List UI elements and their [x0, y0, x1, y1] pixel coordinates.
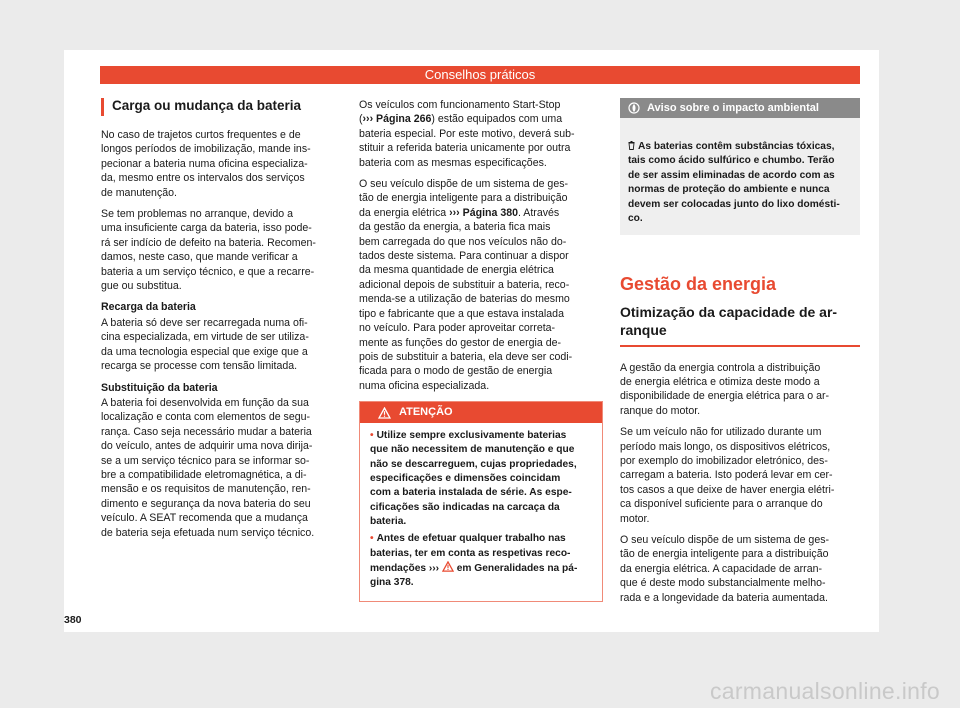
text: em Generalidades na pá- gina 378.: [370, 562, 578, 589]
warning-item: [370, 532, 592, 590]
section-title-energy: Gestão da energia: [620, 273, 777, 294]
warning-header: [360, 402, 602, 423]
paragraph-start-stop: [359, 98, 603, 170]
page-link-266[interactable]: ››› Página 266: [362, 113, 432, 126]
paragraph: Se um veículo não for utilizado durante um período mais longo, os dispositivos elétricos, por exemplo do imobilizador eletrónico, des- carregam a bateria. Isto poderá levar em cer- tos casos a que deixe de haver energia elétri- ca disponível suficiente para o arranque do motor.: [620, 426, 835, 525]
column-middle: [359, 98, 603, 602]
recycle-bin-icon: [628, 141, 635, 150]
paragraph: No caso de trajetos curtos frequentes e de longos períodos de imobilização, mande ins- pecionar a bateria numa oficina especializa- da, mesmo entre os intervalos dos serviços de manutenção.: [101, 129, 311, 199]
text: Utilize sempre exclusivamente baterias que não necessitem de manutenção e que não se descarreguem, cujas propriedades, especificações e dimensões coincidam com a bateria instalada de série. As espe- cificações são indicadas na carcaça da bateria.: [370, 430, 577, 527]
environment-title: Aviso sobre o impacto ambiental: [647, 102, 819, 114]
environment-body: [620, 118, 860, 227]
subheading-replacement: Substituição da bateria: [101, 381, 218, 394]
warning-triangle-icon: [378, 407, 391, 419]
section-title-battery: Carga ou mudança da bateria: [101, 98, 347, 116]
text: Os veículos com funcionamento Start-Stop (: [359, 99, 561, 126]
warning-item: [370, 429, 592, 529]
text: Antes de efetuar qualquer trabalho nas baterias, ter em conta as respetivas reco- mendações ›››: [370, 533, 571, 574]
text: As baterias contêm substâncias tóxicas, tais como ácido sulfúrico e chumbo. Terão de ser assim eliminadas de acordo com as normas de proteção do ambiente e nunca devem ser colocadas junto do lixo domésti- co.: [628, 140, 840, 224]
text: . Através da gestão da energia, a bateria fica mais bem carregada do que nos veículos não do- tados deste sistema. Para continuar a dispor da mesma quantidade de energia elétrica adicional depois de substituir a bateria, reco- menda-se a utilização de baterias do mesmo tipo e fabricante que a que estava instalada no veículo. Para poder aproveitar correta- mente as funções do gestor de energia de- pois de substituir a bateria, ela deve ser codi- ficada para o modo de gestão de energia numa oficina especializada.: [359, 206, 573, 392]
page-link-380[interactable]: ››› Página 380: [449, 206, 518, 219]
paragraph: A bateria só deve ser recarregada numa ofi- cina especializada, em virtude de ser utiliza- da uma tecnologia especial que exige que a recarga se processe com tensão limitada.: [101, 316, 309, 373]
column-left: [101, 98, 347, 547]
warning-title: ATENÇÃO: [399, 406, 453, 419]
text: O seu veículo dispõe de um sistema de ges- tão de energia inteligente para a distribuição da energia elétrica: [359, 178, 569, 219]
paragraph-energy-management: [359, 177, 603, 393]
watermark: carmanualsonline.info: [709, 678, 940, 704]
text: ) estão equipados com uma bateria especial. Por este motivo, deverá sub- stituir a referida bateria unicamente por outra bateria com as mesmas especificações.: [359, 113, 575, 169]
environment-notice: [620, 98, 860, 235]
warning-triangle-icon[interactable]: [442, 561, 454, 572]
environment-icon: [628, 102, 640, 114]
subheading-recharge: Recarga da bateria: [101, 301, 196, 314]
bullet-icon: •: [370, 533, 374, 545]
chapter-header: [100, 66, 860, 84]
warning-body: [360, 423, 602, 601]
environment-header: [620, 98, 860, 118]
paragraph: O seu veículo dispõe de um sistema de ges- tão de energia inteligente para a distribuição da energia elétrica. A capacidade de arran- que é deste modo substancialmente melho- rada e a longevidade da bateria aumentada.: [620, 533, 830, 604]
page-number: 380: [64, 614, 82, 626]
bullet-icon: •: [370, 430, 374, 442]
chapter-title: Conselhos práticos: [424, 67, 536, 82]
subsection-title-optimization: Otimização da capacidade de ar- ranque: [620, 303, 860, 347]
paragraph: A bateria foi desenvolvida em função da sua localização e conta com elementos de segu- rança. Caso seja necessário mudar a bateria do veículo, antes de adquirir uma nova dirija- se a um serviço técnico para se informar so- bre a compatibilidade eletromagnética, a di- mensão e os requisitos de manutenção, ren- dimento e segurança da nova bateria do seu veículo. A SEAT recomenda que a mudança de bateria seja efetuada num serviço técnico.: [101, 396, 315, 539]
paragraph: Se tem problemas no arranque, devido a uma insuficiente carga da bateria, isso pode- rá ser indício de defeito na bateria. Recomen- damos, neste caso, que mande verificar a bateria a um serviço técnico, e que a recarre- gue ou substitua.: [101, 208, 316, 293]
paragraph: A gestão da energia controla a distribuição de energia elétrica e otimiza deste modo a disponibilidade de energia elétrica para o ar- ranque do motor.: [620, 361, 830, 417]
column-right: [620, 98, 860, 612]
warning-box: [359, 401, 603, 602]
